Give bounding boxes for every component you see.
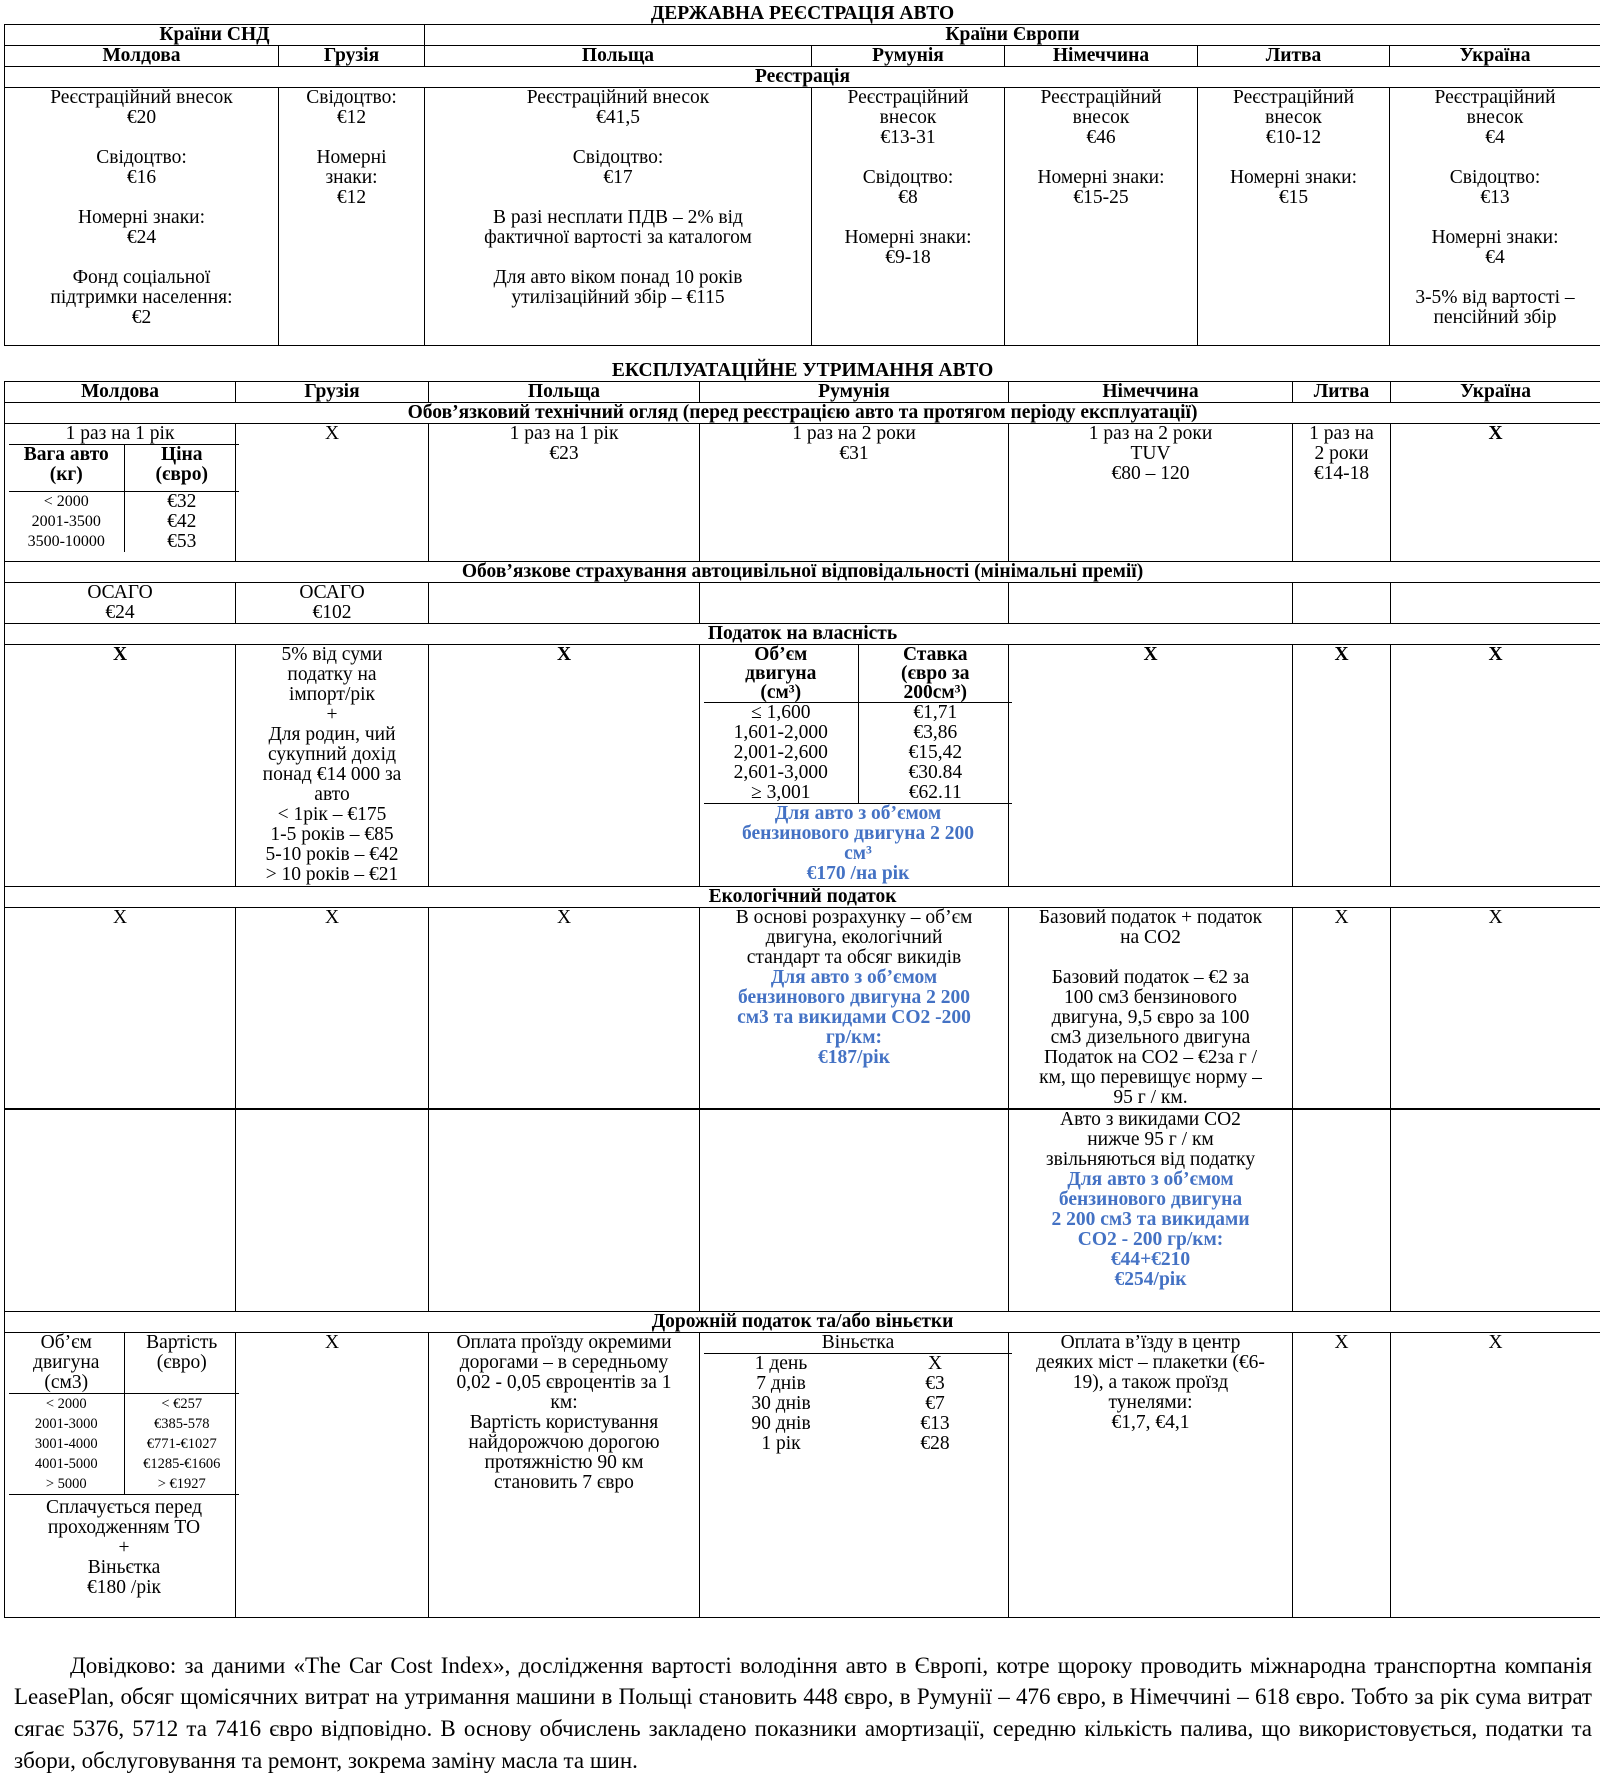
road-tax-ukraine: Х [1391,1332,1600,1617]
vignette-prices: Х €3 €7 €13 €28 [858,1353,1012,1454]
country-header: Литва [1198,46,1390,67]
property-tax-romania-note: Для авто з об’ємом бензинового двигуна 2 200 см³ €170 /на рік [704,804,1012,885]
inspection-moldova-table [9,444,239,552]
eco-tax-georgia-cont [236,1109,429,1311]
country-header: Румунія [812,46,1005,67]
registration-cell-poland: Реєстраційний внесок €41,5 Свідоцтво: €17 В разі несплати ПДВ – 2% від фактичної вартості за каталогом Для авто віком понад 10 років утилізаційний збір – €115 [425,88,812,346]
inspection-germany: 1 раз на 2 роки TUV €80 – 120 [1009,424,1293,562]
road-tax-georgia: Х [236,1332,429,1617]
vignette-periods: 1 день 7 днів 30 днів 90 днів 1 рік [704,1353,858,1454]
registration-cell-moldova: Реєстраційний внесок €20 Свідоцтво: €16 Номерні знаки: €24 Фонд соціальної підтримки населення: €2 [5,88,279,346]
road-tax-moldova-table [9,1333,239,1598]
eco-tax-poland-cont [429,1109,700,1311]
eco-tax-romania-text: В основі розрахунку – об’єм двигуна, екологічний стандарт та обсяг викидів [702,908,1006,968]
property-tax-germany: Х [1009,645,1293,887]
eco-tax-lithuania: Х [1293,908,1391,1110]
property-tax-lithuania: Х [1293,645,1391,887]
road-tax-romania [700,1332,1009,1617]
cost-header: Вартість (євро) [124,1333,239,1394]
road-tax-moldova [5,1332,236,1617]
eco-tax-romania [700,908,1009,1110]
eco-tax-germany-cont [1009,1109,1293,1311]
registration-cell-ukraine: Реєстраційний внесок €4 Свідоцтво: €13 Номерні знаки: €4 3-5% від вартості – пенсійний збір [1390,88,1600,346]
section-heading: Дорожній податок та/або віньєтки [5,1311,1600,1332]
country-header: Грузія [236,382,429,403]
country-header: Грузія [279,46,425,67]
country-header: Україна [1390,46,1600,67]
section-heading: Податок на власність [5,624,1600,645]
engine-volume-values: < 2000 2001-3000 3001-4000 4001-5000 > 5000 [9,1393,124,1494]
country-header: Литва [1293,382,1391,403]
engine-volume-header: Об’єм двигуна (см3) [9,1333,124,1394]
property-tax-moldova: Х [5,645,236,887]
property-tax-romania [700,645,1009,887]
registration-table [4,4,1600,346]
eco-tax-germany-exemption: Авто з викидами СО2 нижче 95 г / км звільняються від податку [1011,1110,1290,1170]
engine-volume-values: ≤ 1,600 1,601-2,000 2,001-2,600 2,601-3,000 ≥ 3,001 [704,703,858,804]
inspection-romania: 1 раз на 2 роки €31 [700,424,1009,562]
property-tax-ukraine: Х [1391,645,1600,887]
eco-tax-romania-note: Для авто з об’ємом бензинового двигуна 2 200 см3 та викидами СО2 -200 гр/км: €187/рік [702,968,1006,1068]
registration-title: ДЕРЖАВНА РЕЄСТРАЦІЯ АВТО [5,4,1600,25]
country-header: Польща [429,382,700,403]
insurance-georgia: ОСАГО €102 [236,583,429,624]
maintenance-table [4,361,1600,1618]
eco-tax-moldova-cont [5,1109,236,1311]
vignette-table [704,1333,1012,1454]
eco-tax-lithuania-cont [1293,1109,1391,1311]
engine-volume-header: Об’єм двигуна (см³) [704,645,858,703]
insurance-poland [429,583,700,624]
road-tax-lithuania: Х [1293,1332,1391,1617]
country-header: Молдова [5,46,279,67]
inspection-lithuania: 1 раз на 2 роки €14-18 [1293,424,1391,562]
road-tax-moldova-note: Сплачується перед проходженням ТО + Віньєтка €180 /рік [9,1494,239,1598]
insurance-romania [700,583,1009,624]
cost-values: < €257 €385-578 €771-€1027 €1285-€1606 > €1927 [124,1393,239,1494]
weight-values: < 2000 2001-3500 3500-10000 [9,492,124,553]
inspection-ukraine: Х [1391,424,1600,562]
road-tax-poland: Оплата проїзду окремими дорогами – в середньому 0,02 - 0,05 євроцентів за 1 км: Вартість користування найдорожчою дорогою протяжністю 90 км становить 7 євро [429,1332,700,1617]
eco-tax-georgia: Х [236,908,429,1110]
registration-cell-lithuania: Реєстраційний внесок €10-12 Номерні знаки: €15 [1198,88,1390,346]
country-header: Україна [1391,382,1600,403]
rate-values: €1,71 €3,86 €15,42 €30.84 €62.11 [858,703,1012,804]
property-tax-romania-table [704,645,1012,884]
section-heading: Обов’язковий технічний огляд (перед реєстрацією авто та протягом періоду експлуатації) [5,403,1600,424]
price-values: €32 €42 €53 [124,492,239,553]
country-header: Румунія [700,382,1009,403]
eco-tax-ukraine-cont [1391,1109,1600,1311]
rate-header: Ставка (євро за 200см³) [858,645,1012,703]
eco-tax-ukraine: Х [1391,908,1600,1110]
eco-tax-germany: Базовий податок + податок на СО2 Базовий податок – €2 за 100 см3 бензинового двигуна, 9,5 євро за 100 см3 дизельного двигуна Податок на СО2 – €2за г / км, що перевищує норму – 95 г / км. [1009,908,1293,1110]
weight-column-header: Вага авто (кг) [9,445,124,492]
group-eu: Країни Європи [425,25,1600,46]
registration-cell-germany: Реєстраційний внесок €46 Номерні знаки: €15-25 [1005,88,1198,346]
inspection-moldova-frequency: 1 раз на 1 рік [5,424,235,444]
section-heading: Обов’язкове страхування автоцивільної відповідальності (мінімальні премії) [5,562,1600,583]
country-header: Німеччина [1005,46,1198,67]
section-heading: Екологічний податок [5,887,1600,908]
country-header: Молдова [5,382,236,403]
property-tax-georgia: 5% від суми податку на імпорт/рік + Для родин, чий сукупний дохід понад €14 000 за авто < 1рік – €175 1-5 років – €85 5-10 років – €42 > 10 років – €21 [236,645,429,887]
insurance-moldova: ОСАГО €24 [5,583,236,624]
insurance-germany [1009,583,1293,624]
eco-tax-germany-note: Для авто з об’ємом бензинового двигуна 2 200 см3 та викидами СО2 - 200 гр/км: €44+€210 €254/рік [1011,1170,1290,1290]
inspection-moldova [5,424,236,562]
section-heading: Реєстрація [5,67,1600,88]
footnote-paragraph: Довідково: за даними «The Car Cost Index», дослідження вартості володіння авто в Європі, котре щороку проводить міжнародна транспортна компанія LeasePlan, обсяг щомісячних витрат на утримання машини в Польщі становить 448 євро, в Румунії – 476 євро, в Німеччині – 618 євро. Тобто за рік сума витрат сягає 5376, 5712 та 7416 євро відповідно. В основу обчислень закладено показники амортизації, середню кількість палива, що використовується, податки та збори, обслуговування та ремонт, зокрема заміну масла та шин. [14,1650,1592,1777]
price-column-header: Ціна (євро) [124,445,239,492]
road-tax-germany: Оплата в’їзду в центр деяких міст – плакетки (€6- 19), а також проїзд тунелями: €1,7, €4,1 [1009,1332,1293,1617]
registration-cell-romania: Реєстраційний внесок €13-31 Свідоцтво: €8 Номерні знаки: €9-18 [812,88,1005,346]
country-header: Польща [425,46,812,67]
registration-cell-georgia: Свідоцтво: €12 Номерні знаки: €12 [279,88,425,346]
eco-tax-poland: Х [429,908,700,1110]
group-cis: Країни СНД [5,25,425,46]
maintenance-title: ЕКСПЛУАТАЦІЙНЕ УТРИМАННЯ АВТО [5,361,1600,382]
vignette-header: Віньєтка [704,1333,1012,1354]
insurance-lithuania [1293,583,1391,624]
insurance-ukraine [1391,583,1600,624]
eco-tax-romania-cont [700,1109,1009,1311]
property-tax-poland: Х [429,645,700,887]
eco-tax-moldova: Х [5,908,236,1110]
country-header: Німеччина [1009,382,1293,403]
inspection-poland: 1 раз на 1 рік €23 [429,424,700,562]
inspection-georgia: Х [236,424,429,562]
